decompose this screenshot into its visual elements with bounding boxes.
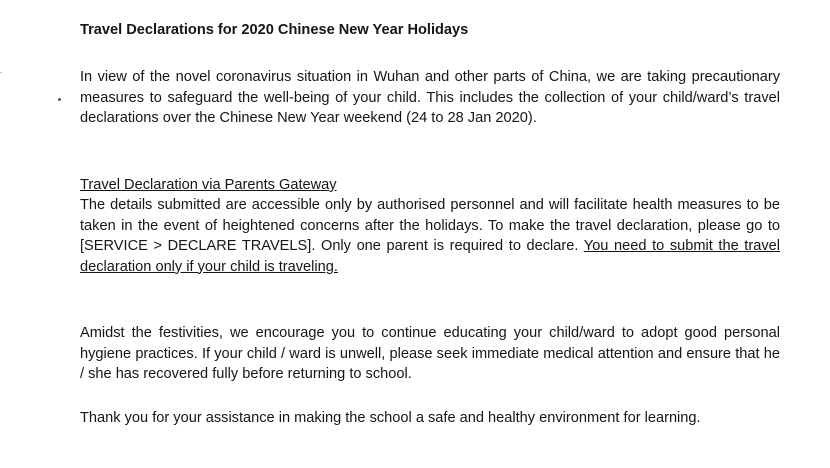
paragraph-thanks: Thank you for your assistance in making the school a safe and healthy environment for learning. [80, 410, 701, 426]
bullet-dot [58, 98, 61, 101]
declaration-details-text: The details submitted are accessible only by authorised personnel and will facilitate health measures to be taken in the event of heightened concerns after the holidays. To make the travel declaration, please go to [SERVICE > DECLARE TRAVELS]. Only one parent is required to declare. [80, 197, 780, 254]
paragraph-declaration-details [80, 195, 780, 277]
paragraph-intro: In view of the novel coronavirus situation in Wuhan and other parts of China, we are taking precautionary measures to safeguard the well-being of your child. This includes the collection of your child/ward’s travel declarations over the Chinese New Year weekend (24 to 28 Jan 2020). [80, 69, 780, 126]
document-title: Travel Declarations for 2020 Chinese New Year Holidays [80, 22, 469, 38]
paragraph-hygiene: Amidst the festivities, we encourage you to continue educating your child/ward to adopt good personal hygiene practices. If your child / ward is unwell, please seek immediate medical attention and ensure that he / she has recovered fully before returning to school. [80, 325, 780, 382]
scan-edge-mark [0, 72, 2, 73]
section-heading-parents-gateway: Travel Declaration via Parents Gateway [80, 177, 337, 193]
declaration-requirement-note: You need to submit the travel declaration only if your child is traveling. [80, 238, 780, 275]
